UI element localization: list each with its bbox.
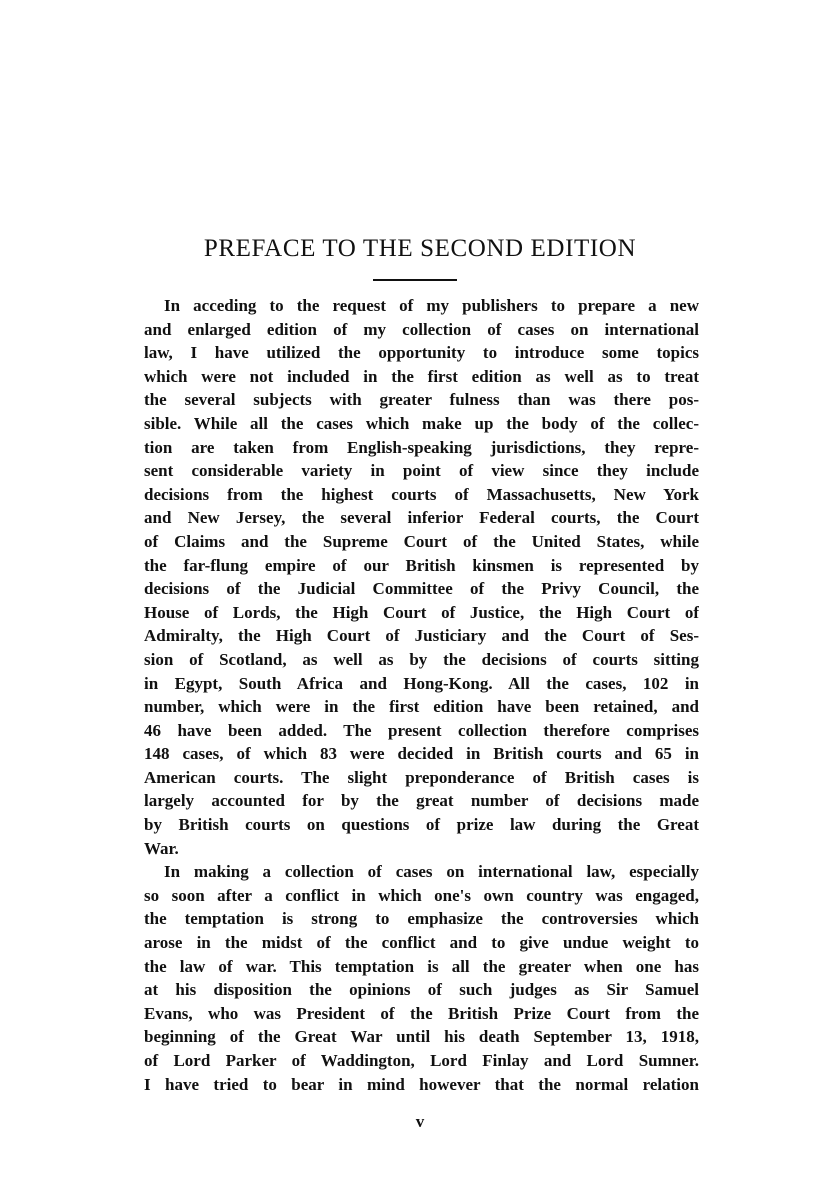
paragraph-line: the temptation is strong to emphasize the controversies which (144, 909, 699, 929)
page-number: v (415, 1112, 425, 1131)
paragraph-line: decisions from the highest courts of Massachusetts, New York (144, 484, 699, 504)
paragraph-line: of Lord Parker of Waddington, Lord Finlay and Lord Sumner. (144, 1051, 699, 1070)
paragraph-line: In acceding to the request of my publishers to prepare a new (164, 296, 699, 315)
paragraph-line: number, which were in the first edition have been retained, and (144, 697, 699, 717)
paragraph-line: Admiralty, the High Court of Justiciary and the Court of Ses- (144, 626, 699, 646)
paragraph-line: by British courts on questions of prize law during the Great (144, 815, 699, 835)
paragraph-line: Evans, who was President of the British Prize Court from the (144, 1003, 699, 1023)
paragraph-line: In making a collection of cases on international law, especially (164, 862, 699, 882)
paragraph-line: tion are taken from English-speaking jurisdictions, they repre- (144, 437, 699, 457)
paragraph-line: of Claims and the Supreme Court of the United States, while (144, 531, 699, 551)
paragraph-line: largely accounted for by the great number of decisions made (144, 791, 699, 811)
paragraph-line: law, I have utilized the opportunity to introduce some topics (144, 343, 699, 363)
paragraph-line: and New Jersey, the several inferior Federal courts, the Court (144, 508, 699, 528)
paragraph-line: 46 have been added. The present collection therefore comprises (144, 720, 699, 740)
paragraph-line: the far-flung empire of our British kinsmen is represented by (144, 555, 699, 575)
paragraph-line: decisions of the Judicial Committee of the Privy Council, the (144, 579, 699, 599)
paragraph-line: so soon after a conflict in which one's own country was engaged, (144, 885, 699, 905)
paragraph-line: in Egypt, South Africa and Hong-Kong. All the cases, 102 in (144, 673, 699, 693)
paragraph-line: sent considerable variety in point of view since they include (144, 461, 699, 481)
paragraph-line: sible. While all the cases which make up the body of the collec- (144, 413, 699, 433)
paragraph-1 (144, 294, 699, 860)
paragraph-line: War. (144, 838, 179, 858)
paragraph-line: and enlarged edition of my collection of cases on international (144, 319, 699, 339)
body-text (144, 294, 699, 1096)
paragraph-line: beginning of the Great War until his death September 13, 1918, (144, 1027, 699, 1047)
paragraph-line: I have tried to bear in mind however that the normal relation (144, 1074, 699, 1094)
paragraph-2 (144, 860, 699, 1096)
paragraph-line: House of Lords, the High Court of Justice, the High Court of (144, 602, 699, 622)
paragraph-line: sion of Scotland, as well as by the decisions of courts sitting (144, 649, 699, 669)
paragraph-line: arose in the midst of the conflict and to give undue weight to (144, 933, 699, 953)
title-rule (373, 279, 457, 281)
paragraph-line: the several subjects with greater fulness than was there pos- (144, 390, 699, 410)
paragraph-line: 148 cases, of which 83 were decided in British courts and 65 in (144, 744, 699, 764)
paragraph-line: the law of war. This temptation is all the greater when one has (144, 956, 699, 976)
paragraph-line: American courts. The slight preponderance of British cases is (144, 767, 699, 787)
page-title: PREFACE TO THE SECOND EDITION (203, 235, 637, 262)
paragraph-line: at his disposition the opinions of such judges as Sir Samuel (144, 980, 699, 1000)
paragraph-line: which were not included in the first edition as well as to treat (144, 366, 699, 386)
